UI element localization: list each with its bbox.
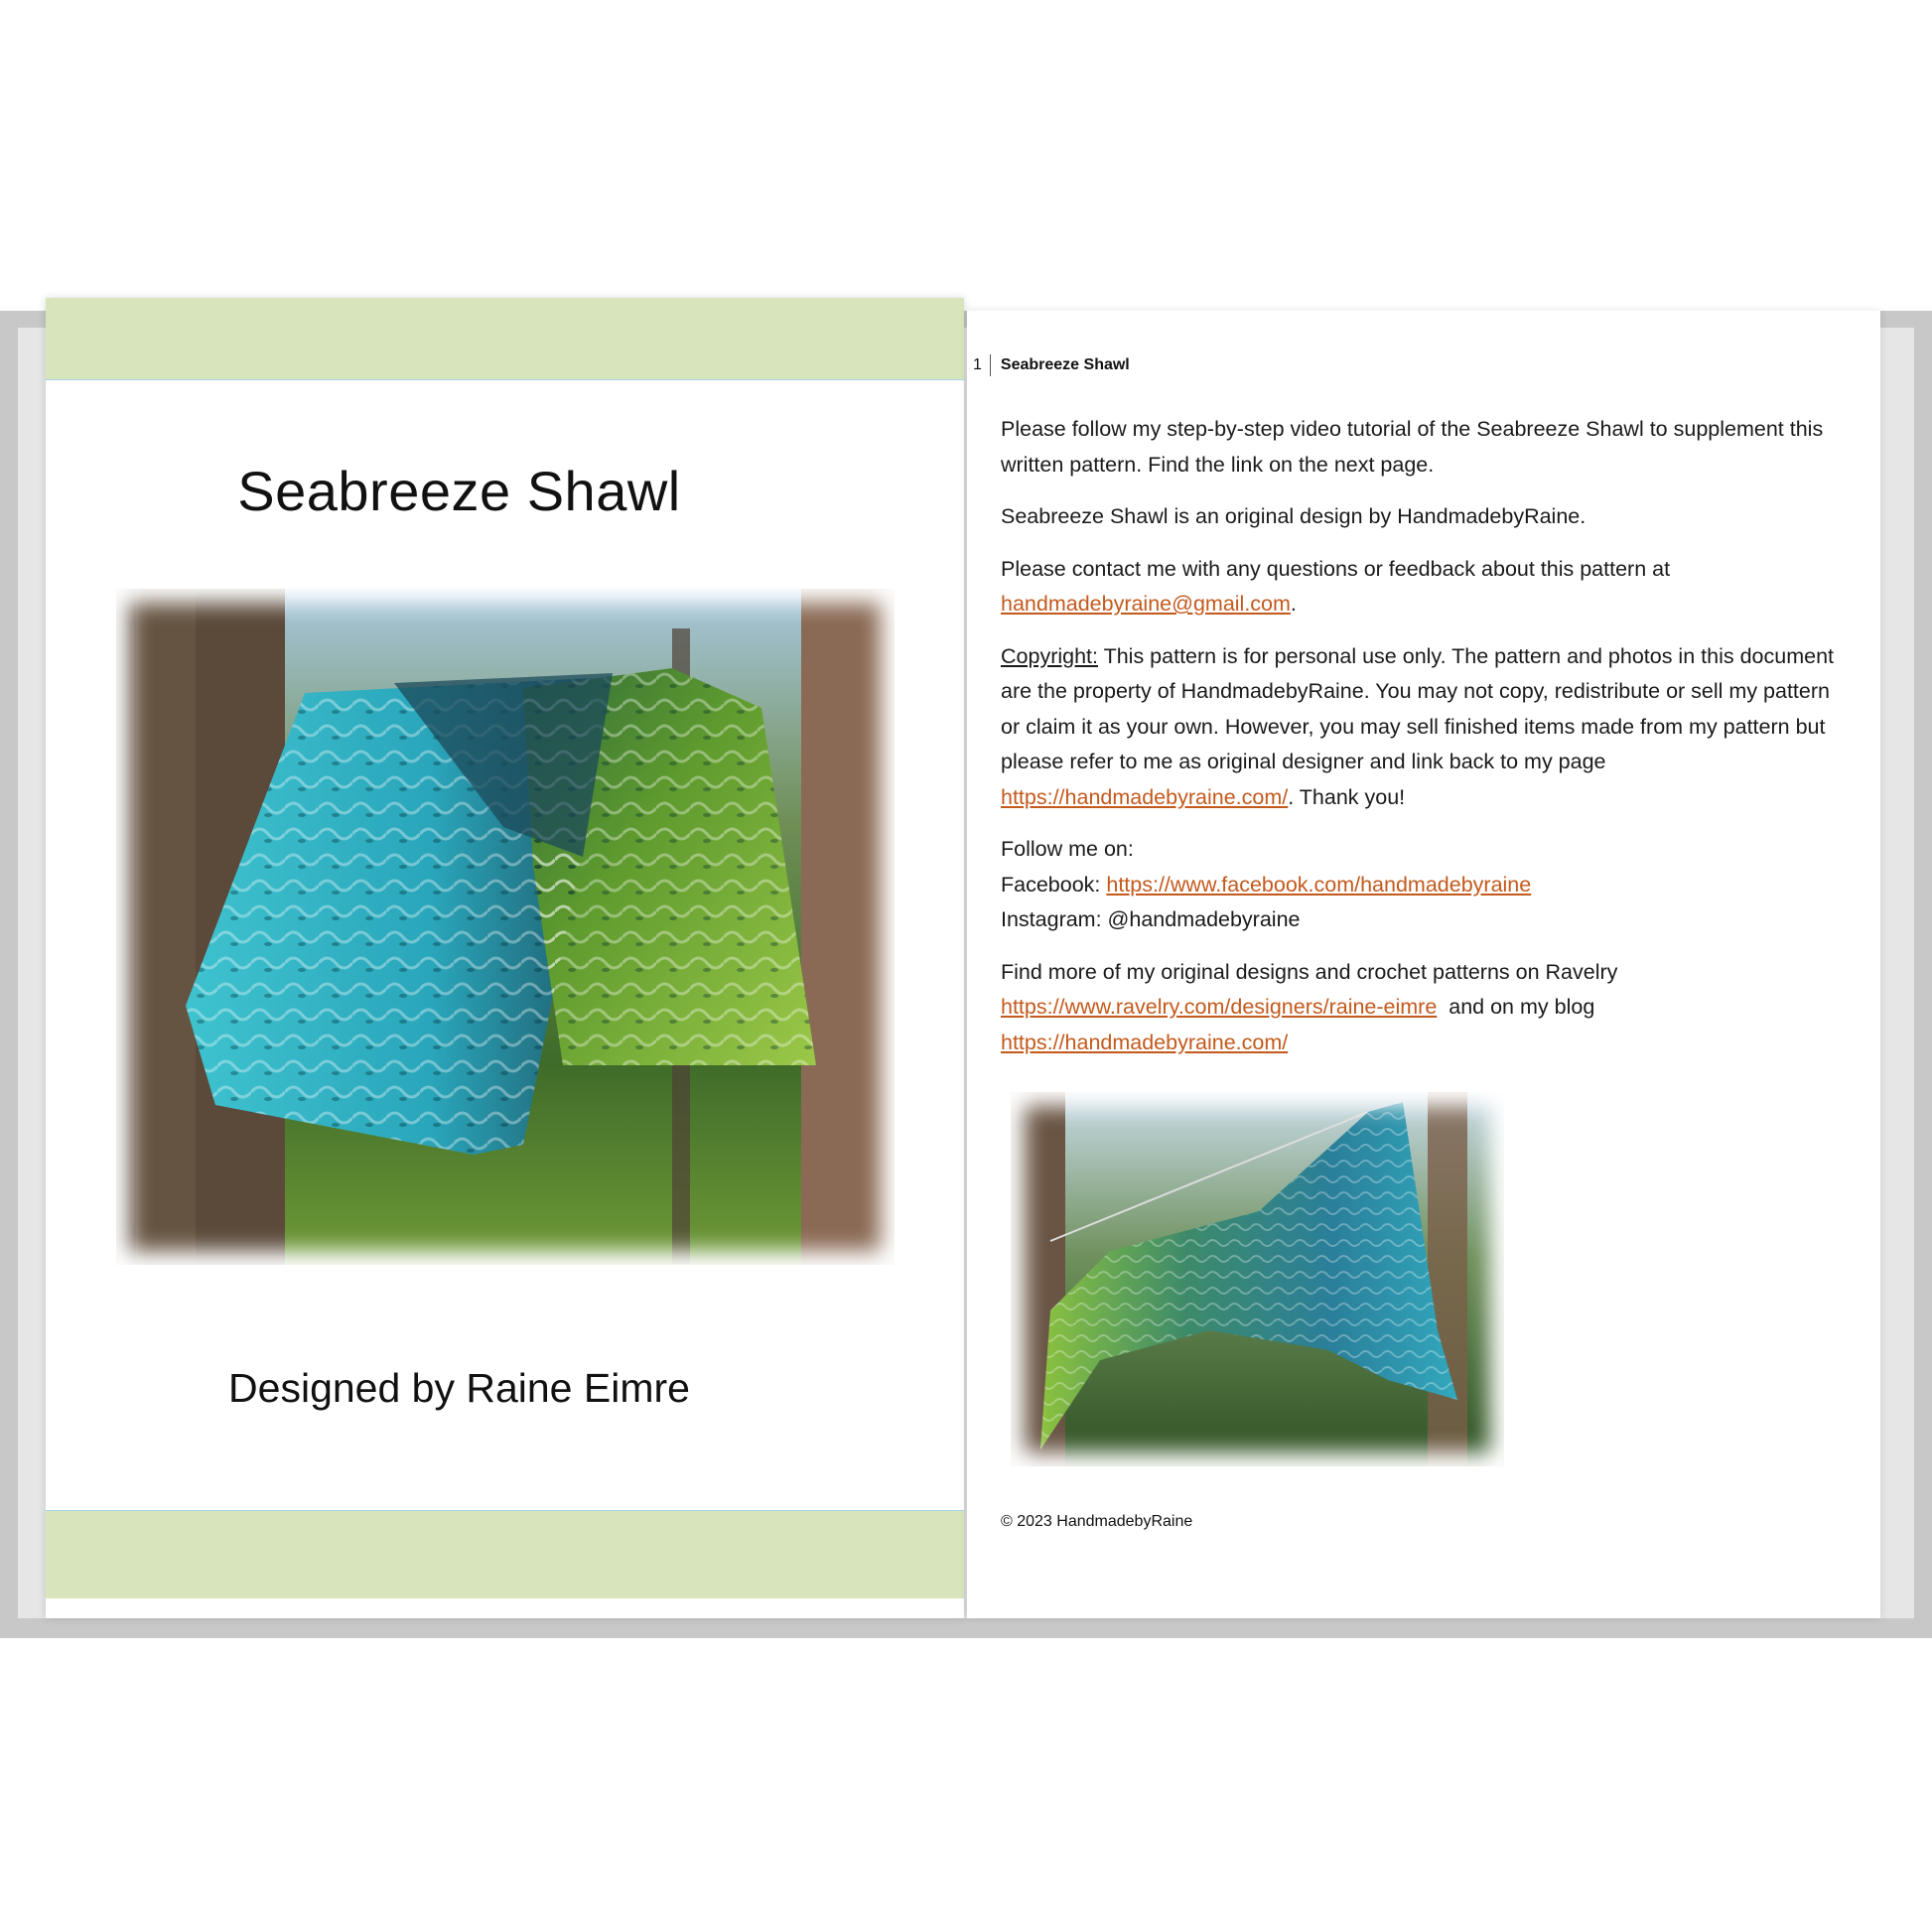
header-divider [990, 354, 991, 376]
page-footer: © 2023 HandmadebyRaine [1001, 1513, 1193, 1530]
cover-photo [116, 589, 895, 1265]
blog-link[interactable]: https://handmadebyraine.com/ [1001, 1030, 1289, 1054]
header-title: Seabreeze Shawl [1000, 356, 1130, 373]
intro-paragraph: Please follow my step-by-step video tutorial of the Seabreeze Shawl to supplement this written pattern. Find the link on the next page. [1001, 417, 1824, 477]
facebook-link[interactable]: https://www.facebook.com/handmadebyraine [1106, 872, 1532, 897]
ravelry-paragraph [1001, 955, 1855, 1061]
cover-bottom-band [46, 1510, 964, 1598]
cover-title: Seabreeze Shawl [237, 460, 681, 522]
facebook-label: Facebook: [1001, 872, 1107, 897]
shawl-photo [1011, 1092, 1504, 1466]
copyright-label: Copyright: [1001, 643, 1098, 668]
copyright-paragraph [1001, 639, 1855, 816]
cover-subtitle: Designed by Raine Eimre [228, 1365, 690, 1411]
contact-end: . [1290, 592, 1297, 616]
instagram-handle: Instagram: @handmadebyraine [1001, 907, 1301, 931]
ravelry-mid: and on my blog [1437, 995, 1595, 1019]
follow-paragraph [1001, 832, 1855, 938]
follow-label: Follow me on: [1001, 837, 1134, 861]
homepage-link[interactable]: https://handmadebyraine.com/ [1001, 784, 1289, 809]
page-header [973, 354, 1130, 376]
page-number: 1 [973, 356, 982, 373]
cover-top-band [46, 298, 964, 380]
contact-paragraph [1001, 552, 1855, 622]
design-credit-paragraph: Seabreeze Shawl is an original design by HandmadebyRaine. [1001, 504, 1587, 528]
ravelry-text: Find more of my original designs and crochet patterns on Ravelry [1001, 959, 1618, 984]
body-text [1001, 412, 1855, 1077]
ravelry-link[interactable]: https://www.ravelry.com/designers/raine-eimre [1001, 995, 1438, 1019]
copyright-text: This pattern is for personal use only. The pattern and photos in this document are the property of HandmadebyRaine. You may not copy, redistribute or sell my pattern or claim it as your own. However, you may sell finished items made from my pattern but please refer to me as original designer and link back to my page [1001, 643, 1834, 773]
email-link[interactable]: handmadebyraine@gmail.com [1001, 592, 1291, 616]
contact-text: Please contact me with any questions or feedback about this pattern at [1001, 556, 1671, 581]
copyright-end: . Thank you! [1288, 784, 1406, 809]
